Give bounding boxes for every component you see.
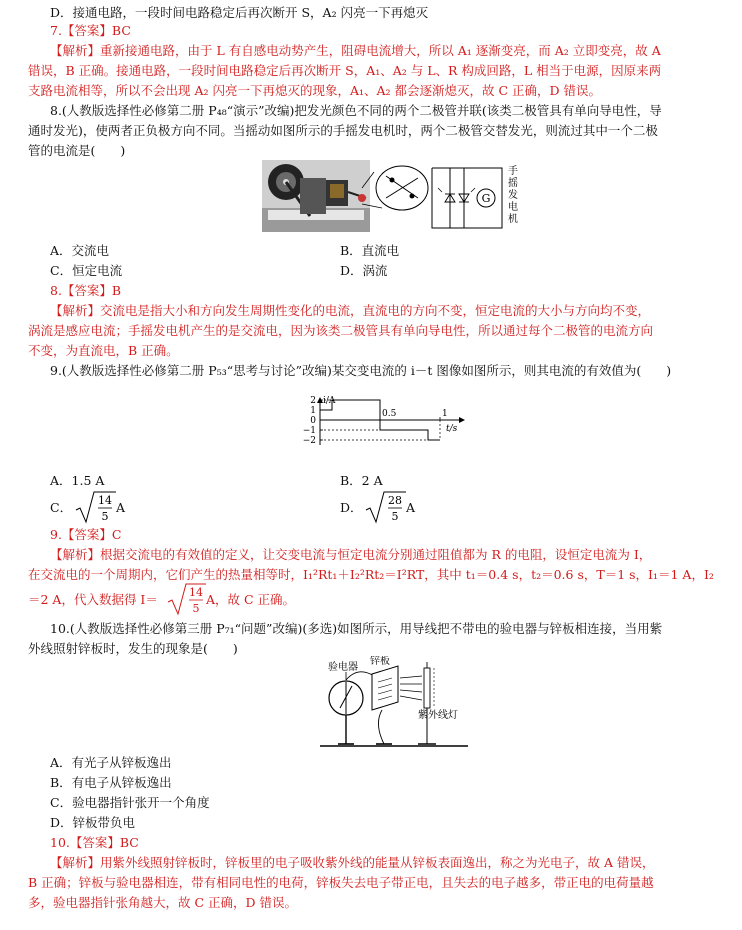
generator-label: 手摇发电机 xyxy=(508,166,518,225)
zinc-label: 锌板 xyxy=(370,656,390,667)
q8-stem-line-2: 通时发光)，使两者正负极方向不同。当摇动如图所示的手摇发电机时，两个二极管交替发光，则流过其中一个二极 xyxy=(28,123,658,138)
q10-electroscope-figure xyxy=(318,656,478,752)
svg-text:5: 5 xyxy=(192,602,200,615)
q9-analysis-line-1: 【解析】根据交流电的有效值的定义，让交变电流与恒定电流分别通过阻值都为 R 的电阻，设恒定电流为 I， xyxy=(50,547,652,562)
q8-stem-line-1: 8.(人教版选择性必修第二册 P₄₈“演示”改编)把发光颜色不同的两个二极管并联(该类二极管具有单向导电性，导 xyxy=(50,103,662,118)
x-axis-label: t/s xyxy=(446,424,458,434)
q9-analysis-tag: 【解析】 xyxy=(50,547,101,562)
q7-analysis-line-3: 支路电流相等，所以不会出现 A₂ 闪亮一下再熄灭的现象，A₁、A₂ 都会逐渐熄灭，故 C 正确，D 错误。 xyxy=(28,83,602,98)
q8-option-d: D．涡流 xyxy=(340,263,388,278)
q9-answer: 9.【答案】C xyxy=(50,527,122,542)
q10-stem-line-2: 外线照射锌板时，发生的现象是( ) xyxy=(28,641,238,656)
q8-option-b: B．直流电 xyxy=(340,243,400,258)
q9-analysis-line-2: 在交流电的一个周期内，它们产生的热量相等时，I₁²Rt₁＋I₂²Rt₂＝I²RT，其中 t₁＝0.4 s，t₂＝0.6 s，T＝1 s，I₁＝1 A，I₂ xyxy=(28,567,714,582)
y-tick-label: 1 xyxy=(310,406,316,416)
q8-answer: 8.【答案】B xyxy=(50,283,122,298)
q10-stem-line-1: 10.(人教版选择性必修第三册 P₇₁“问题”改编)(多选)如图所示，用导线把不带电的验电器与锌板相连接，当用紫 xyxy=(50,621,663,636)
q6-option-d: D．接通电路，一段时间电路稳定后再次断开 S，A₂ 闪亮一下再熄灭 xyxy=(50,5,429,20)
q8-analysis-line-3: 不变，为直流电，B 正确。 xyxy=(28,343,179,358)
q9-option-a: A．1.5 A xyxy=(50,473,105,488)
q10-option-b: B．有电子从锌板逸出 xyxy=(50,775,172,790)
q9-it-chart xyxy=(298,378,482,460)
q8-stem-line-3: 管的电流是( ) xyxy=(28,143,126,158)
x-tick-label: 1 xyxy=(442,409,448,419)
uv-lamp xyxy=(424,668,430,708)
svg-text:5: 5 xyxy=(101,510,109,523)
svg-text:28: 28 xyxy=(388,494,402,507)
q10-option-a: A．有光子从锌板逸出 xyxy=(50,755,172,770)
y-tick-label: 2 xyxy=(310,396,316,406)
y-tick-label: 0 xyxy=(310,416,316,426)
y-tick-label: −2 xyxy=(302,436,316,446)
q9-stem: 9.(人教版选择性必修第二册 P₅₃“思考与讨论”改编)某交变电流的 i－t 图像如图所示，则其电流的有效值为( ) xyxy=(50,363,672,378)
q8-analysis-line-2: 涡流是感应电流；手摇发电机产生的是交流电，因为该类二极管具有单向导电性，所以通过每个二极管的电流方向 xyxy=(28,323,654,338)
q10-analysis-line-1: 【解析】用紫外线照射锌板时，锌板里的电子吸收紫外线的能量从锌板表面逸出，称之为光电子，故 A 错误， xyxy=(50,855,655,870)
q8-option-a: A．交流电 xyxy=(50,243,110,258)
zinc-plate xyxy=(372,666,398,710)
y-axis-label: i/A xyxy=(323,396,336,406)
uv-lamp-label: 紫外线灯 xyxy=(418,710,458,721)
q7-analysis-tag: 【解析】 xyxy=(50,43,101,58)
svg-text:5: 5 xyxy=(391,510,399,523)
q8-option-c: C．恒定电流 xyxy=(50,263,123,278)
meter-label: G xyxy=(481,192,491,205)
x-tick-label: 0.5 xyxy=(382,409,397,419)
q10-answer: 10.【答案】BC xyxy=(50,835,139,850)
document-page: D．接通电路，一段时间电路稳定后再次断开 S，A₂ 闪亮一下再熄灭 7.【答案】BC 【解析】重新接通电路，由于 L 有自感电动势产生，阻碍电流增大，所以 A₁ 逐渐变亮，而 A₂ 立即变亮，故 A 错误，B 正确。接通电路，一段时间电路稳定后再次断开 S，A₁、A₂ 与 L、R 构成回路，L 相当于电源，因原来两 支路电流相等，所以不会出现 A₂ 闪亮一下再熄灭的现象，A₁、A₂ 都会逐渐熄灭，故 C 正确，D 错误。 8.(人教版选择性必修第二册 P₄₈“演示”改编)把发光颜色不同的两个二极管并联(该类二极管具有单向导电性，导 通时发光)，使两者正负极方向不同。当摇动如图所示的手摇发电机时，两个二极管交替发光，则流过其中一个二极 管的电流是( ) G 手摇发电机 A．交流电 B．直流电 C．恒定电流 D．涡流 8.【答案】B 【解析】交流电是指大小和方向发生周期性变化的电流，直流电的方向不变，恒定电流的大小与方向均不变， 涡流是感应电流；手摇发电机产生的是交流电，因为该类二极管具有单向导电性，所以通过每个二极管的电流方向 不变，为直流电，B 正确。 9.(人教版选择性必修第二册 P₅₃“思考与讨论”改编)某交变电流的 i－t 图像如图所示，则其电流的有效值为( ) i/A t/s 2 1 0 −1 −2 0.5 1 A．1.5 A B．2 A C． 14 5 A D． 28 5 A 9.【答案】C 【解析】根据交流电的有效值的定义，让交变电流与恒定电流分别通过阻值都为 R 的电阻，设恒定电流为 I， 在交流电的一个周期内，它们产生的热量相等时，I₁²Rt₁＋I₂²Rt₂＝I²RT，其中 t₁＝0.4 s，t₂＝0.6 s，T＝1 s，I₁＝1 A，I₂ ＝2 A，代入数据得 I＝ 14 5 A，故 C 正确。 10.(人教版选择性必修第三册 P₇₁“问题”改编)(多选)如图所示，用导线把不带电的验电器与锌板相连接，当用紫 外线照射锌板时，发生的现象是( ) 验电器 锌板 紫外线灯 A．有光子从锌板逸出 B．有电子从锌板逸出 C．验电器指针张开一个角度 D．锌板带负电 10.【答案】BC 【解析】用紫外线照射锌板时，锌板里的电子吸收紫外线的能量从锌板表面逸出，称之为光电子，故 A 错误， B 正确；锌板与验电器相连，带有相同电性的电荷，锌板失去电子带正电，且失去的电子越多，带正电的电荷量越 多，验电器指针张角越大，故 C 正确，D 错误。 xyxy=(28,5,714,910)
q8-generator-figure xyxy=(262,158,522,240)
q10-analysis-tag: 【解析】 xyxy=(50,855,101,870)
q7-analysis-line-1: 【解析】重新接通电路，由于 L 有自感电动势产生，阻碍电流增大，所以 A₁ 逐渐变亮，而 A₂ 立即变亮，故 A xyxy=(50,43,661,58)
uv-rays xyxy=(400,676,422,700)
q10-analysis-line-3: 多，验电器指针张角越大，故 C 正确，D 错误。 xyxy=(28,895,298,910)
y-tick-label: −1 xyxy=(302,426,316,436)
q9-option-b: B．2 A xyxy=(340,473,383,488)
q7-analysis-line-2: 错误，B 正确。接通电路，一段时间电路稳定后再次断开 S，A₁、A₂ 与 L、R 构成回路，L 相当于电源，因原来两 xyxy=(28,63,662,78)
q10-option-d: D．锌板带负电 xyxy=(50,815,136,830)
electroscope-label: 验电器 xyxy=(328,662,358,673)
svg-text:14: 14 xyxy=(98,494,112,507)
q7-answer: 7.【答案】BC xyxy=(50,23,131,38)
q8-analysis-tag: 【解析】 xyxy=(50,303,101,318)
q8-analysis-line-1: 【解析】交流电是指大小和方向发生周期性变化的电流，直流电的方向不变，恒定电流的大小与方向均不变， xyxy=(50,303,651,318)
svg-text:14: 14 xyxy=(189,586,203,599)
q10-analysis-line-2: B 正确；锌板与验电器相连，带有相同电性的电荷，锌板失去电子带正电，且失去的电子越多，带正电的电荷量越 xyxy=(28,875,654,890)
q10-option-c: C．验电器指针张开一个角度 xyxy=(50,795,210,810)
x-axis-arrow xyxy=(459,417,465,423)
